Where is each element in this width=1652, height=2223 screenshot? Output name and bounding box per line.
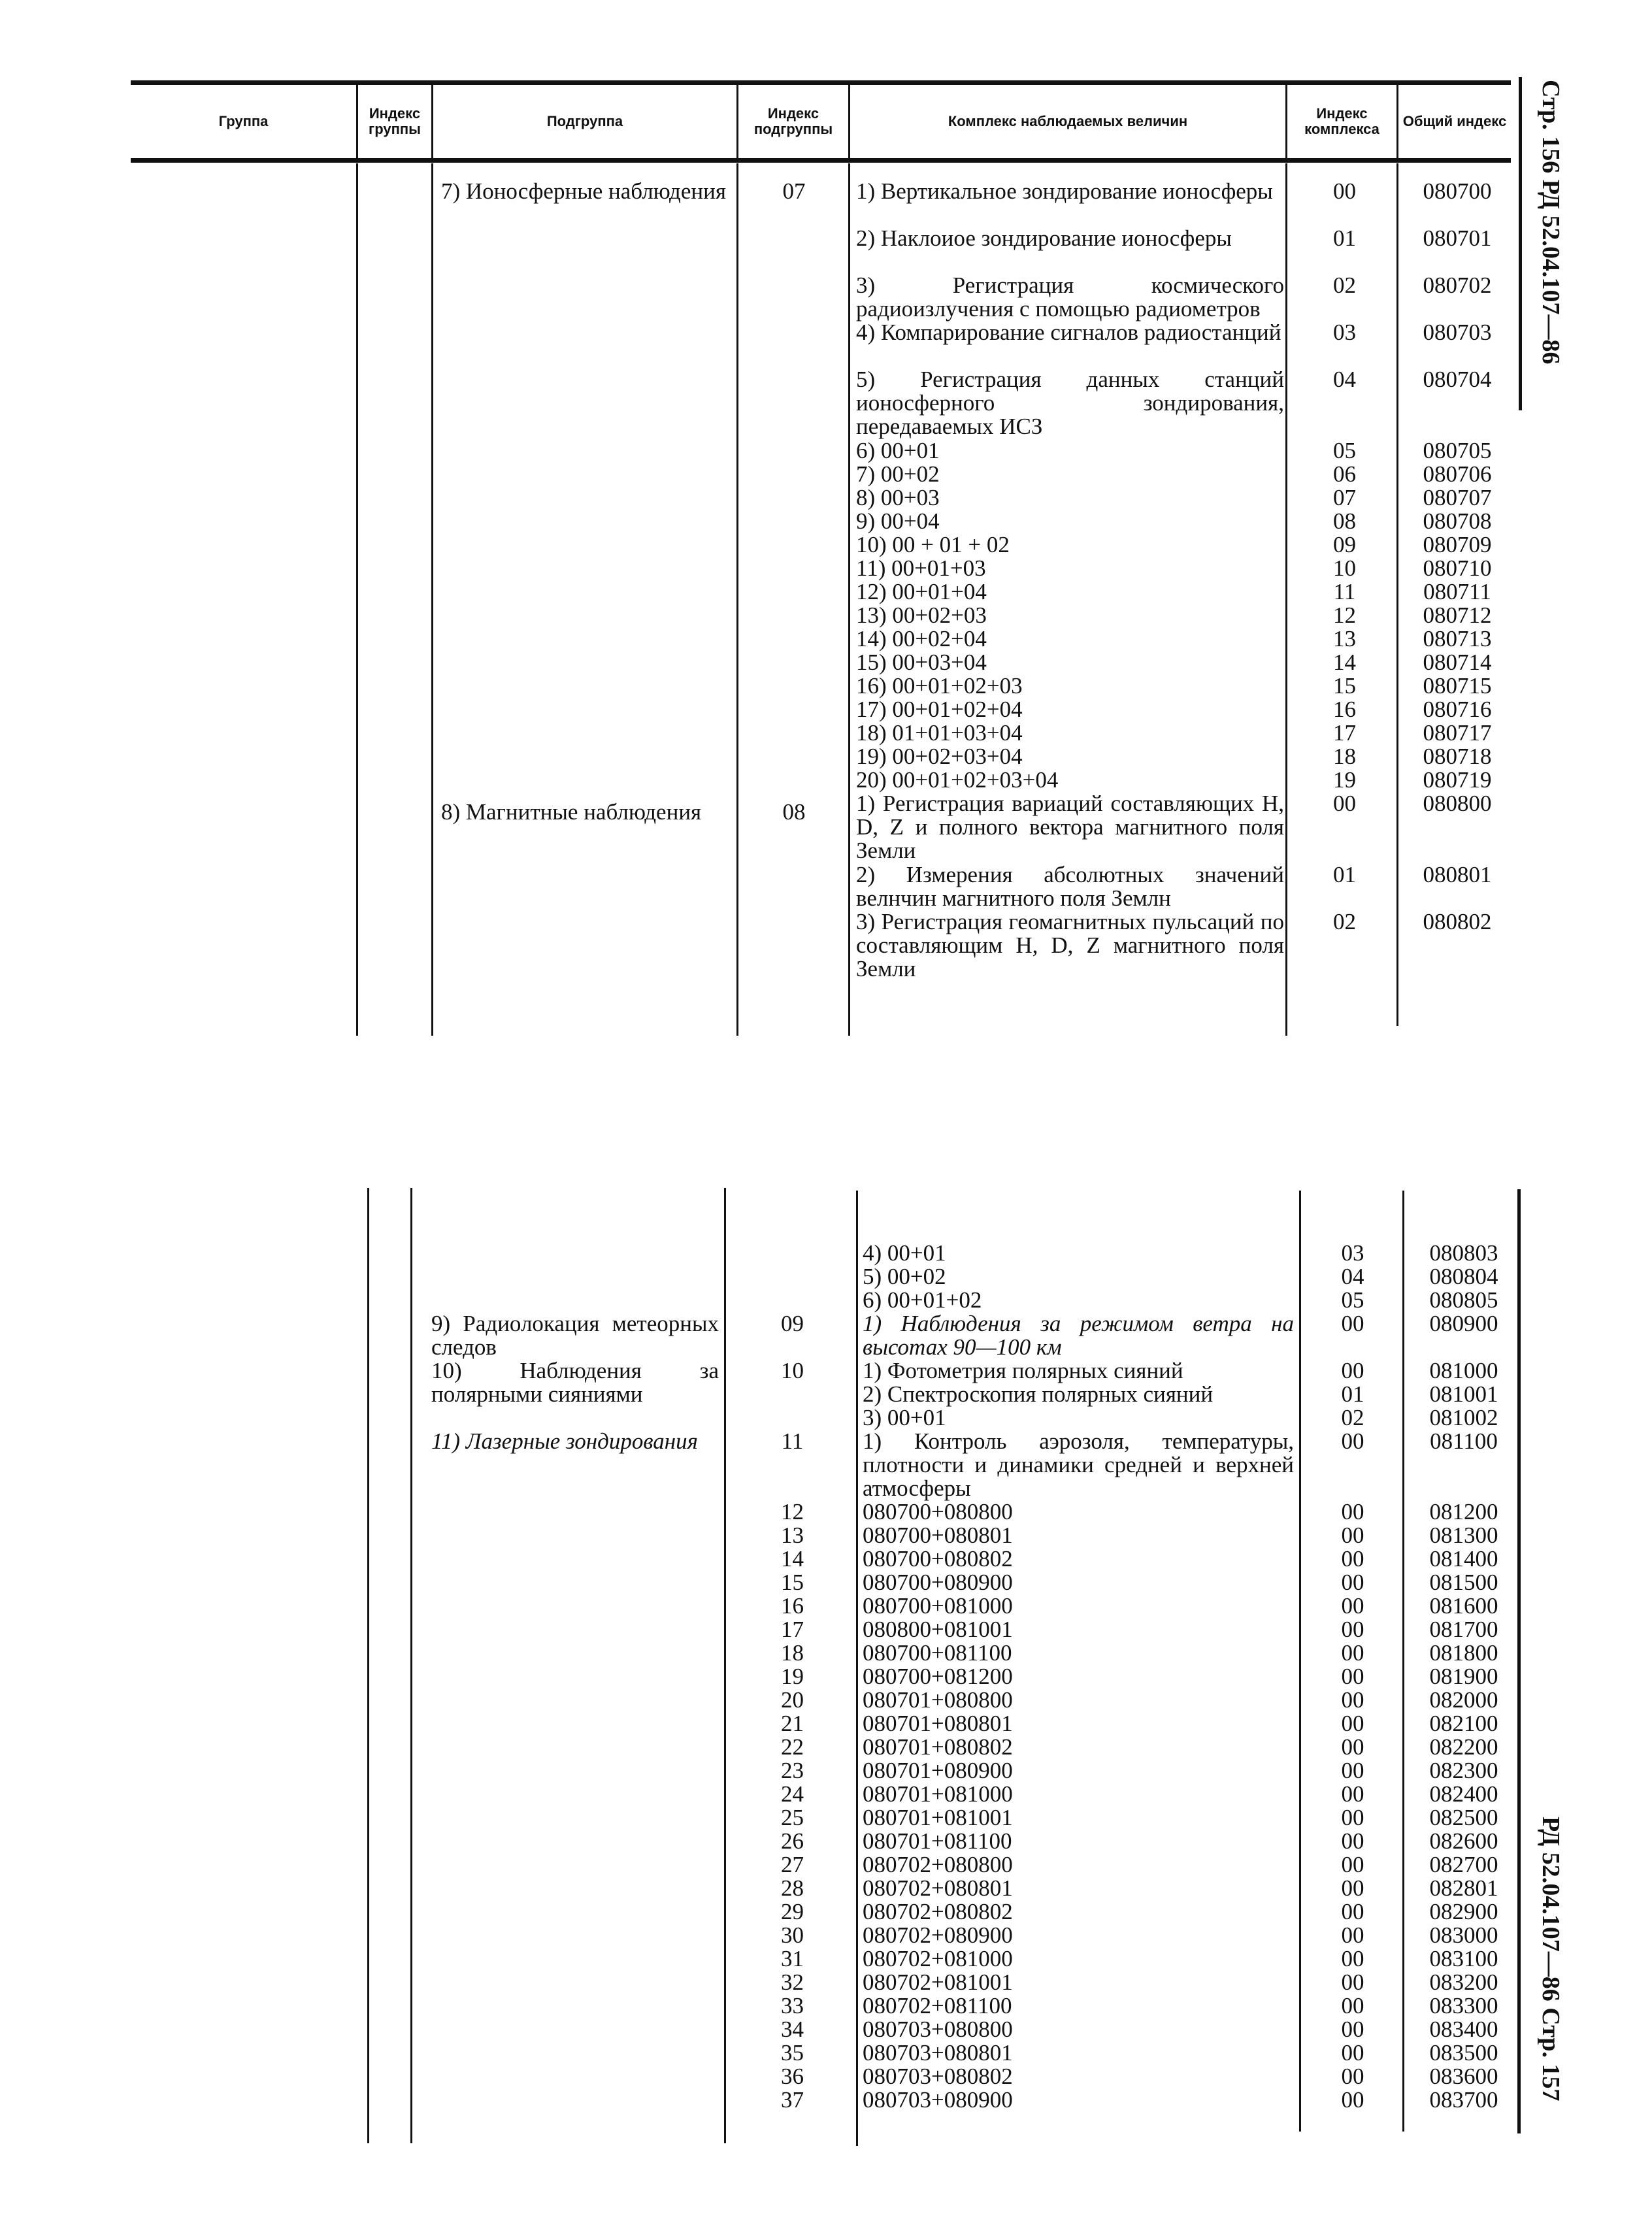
complex-index: 00 [1333,178,1356,204]
general-index: 081200 [1429,1499,1498,1524]
subgroup-index: 13 [781,1523,804,1548]
general-index: 083400 [1429,2017,1498,2042]
complex-desc: 6) 00+01 [856,438,940,463]
general-index: 080701 [1423,225,1492,251]
complex-desc: 080701+080800 [863,1687,1013,1713]
general-index: 081500 [1429,1570,1498,1595]
complex-desc: 9) 00+04 [856,508,940,534]
general-index: 080710 [1423,555,1492,581]
complex-desc: 080702+080801 [863,1875,1013,1901]
general-index: 081300 [1429,1523,1498,1548]
complex-index: 06 [1333,461,1356,487]
complex-index: 00 [1341,1899,1364,1924]
header-complex: Комплекс наблюдаемых величин [948,113,1188,129]
subgroup-index: 23 [781,1758,804,1783]
complex-desc: 080800+081001 [863,1617,1013,1642]
subgroup-index: 15 [781,1570,804,1595]
complex-index: 12 [1333,602,1356,628]
general-index: 080800 [1423,791,1492,816]
subgroup-index: 10 [781,1358,804,1383]
general-index: 080704 [1423,367,1492,392]
complex-index: 03 [1341,1240,1364,1266]
complex-desc: 4) 00+01 [863,1240,946,1266]
subgroup-index: 12 [781,1499,804,1524]
subgroup-index: 14 [781,1546,804,1572]
complex-desc: 080701+081000 [863,1781,1013,1807]
subgroup-index: 16 [781,1593,804,1619]
complex-index: 00 [1341,1852,1364,1877]
subgroup-index: 35 [781,2040,804,2066]
general-index: 080705 [1423,438,1492,463]
column-divider [431,163,433,1036]
complex-desc: 080701+081100 [863,1828,1012,1854]
complex-index: 01 [1333,225,1356,251]
subgroup-index: 34 [781,2017,804,2042]
subgroup-index: 36 [781,2064,804,2089]
complex-index: 00 [1341,1664,1364,1689]
complex-desc: 080701+080802 [863,1734,1013,1760]
running-head-top: Стр. 156 РД 52.04.107—86 [1537,80,1564,365]
subgroup-index: 25 [781,1805,804,1830]
complex-index: 14 [1333,650,1356,675]
margin-rule [1519,77,1522,410]
general-index: 082300 [1429,1758,1498,1783]
general-index: 082500 [1429,1805,1498,1830]
complex-desc: 2) Наклоиое зондирование ионосферы [856,225,1232,251]
complex-desc: 080703+080801 [863,2040,1013,2066]
complex-desc: 6) 00+01+02 [863,1287,982,1313]
subgroup-index: 20 [781,1687,804,1713]
complex-desc: 080700+080802 [863,1546,1013,1572]
subgroup-index: 30 [781,1922,804,1948]
subgroup-index: 37 [781,2087,804,2113]
subgroup-index: 11 [781,1428,804,1454]
general-index: 083600 [1429,2064,1498,2089]
subgroup-index: 32 [781,1969,804,1995]
general-index: 083500 [1429,2040,1498,2066]
complex-desc: 080701+080801 [863,1711,1013,1736]
general-index: 080708 [1423,508,1492,534]
subgroup-index: 18 [781,1640,804,1666]
general-index: 080803 [1429,1240,1498,1266]
complex-desc: 080700+081000 [863,1593,1013,1619]
general-index: 082700 [1429,1852,1498,1877]
complex-index: 09 [1333,532,1356,557]
subgroup-index: 22 [781,1734,804,1760]
complex-desc: 080703+080802 [863,2064,1013,2089]
complex-desc: 5) Регистрация данных станций ионосферного зондирования, передаваемых ИСЗ [856,367,1284,439]
complex-index: 00 [1341,1617,1364,1642]
complex-index: 00 [1341,1640,1364,1666]
complex-index: 00 [1341,1734,1364,1760]
column-divider [356,163,358,1036]
general-index: 081100 [1430,1428,1498,1454]
complex-desc: 080702+080900 [863,1922,1013,1948]
complex-index: 00 [1341,2087,1364,2113]
complex-index: 00 [1333,791,1356,816]
complex-desc: 080701+080900 [863,1758,1013,1783]
complex-desc: 19) 00+02+03+04 [856,744,1023,769]
subgroup-index: 31 [781,1946,804,1971]
complex-index: 05 [1333,438,1356,463]
complex-index: 04 [1341,1264,1364,1289]
subgroup-label: 7) Ионосферные наблюдения [441,178,726,204]
general-index: 080703 [1423,320,1492,345]
complex-index: 00 [1341,1805,1364,1830]
complex-index: 00 [1341,1781,1364,1807]
complex-desc: 080702+081001 [863,1969,1013,1995]
complex-desc: 080702+081000 [863,1946,1013,1971]
subgroup-index: 24 [781,1781,804,1807]
complex-desc: 080700+080800 [863,1499,1013,1524]
complex-index: 18 [1333,744,1356,769]
subgroup-label: 11) Лазерные зондирования [431,1428,698,1454]
complex-desc: 080703+080800 [863,2017,1013,2042]
subgroup-index: 26 [781,1828,804,1854]
general-index: 080700 [1423,178,1492,204]
complex-desc: 1) Регистрация вариаций составляющих H, D, Z и полного вектора магнитного поля Земли [856,791,1284,863]
column-divider [856,1191,858,2146]
general-index: 080719 [1423,767,1492,793]
subgroup-index: 33 [781,1993,804,2018]
complex-index: 00 [1341,1546,1364,1572]
complex-index: 00 [1341,1687,1364,1713]
complex-index: 10 [1333,555,1356,581]
general-index: 080900 [1429,1311,1498,1336]
subgroup-index: 17 [781,1617,804,1642]
complex-desc: 080700+081100 [863,1640,1012,1666]
subgroup-index: 27 [781,1852,804,1877]
complex-index: 00 [1341,2040,1364,2066]
complex-desc: 1) Наблюдения за режимом ветра на высотах 90—100 км [863,1311,1294,1360]
complex-desc: 15) 00+03+04 [856,650,987,675]
complex-index: 02 [1341,1405,1364,1430]
general-index: 081002 [1429,1405,1498,1430]
complex-desc: 5) 00+02 [863,1264,946,1289]
general-index: 080802 [1423,909,1492,934]
complex-desc: 080702+080802 [863,1899,1013,1924]
subgroup-label: 10) Наблюдения за полярными сияниями [431,1358,719,1407]
subgroup-label: 9) Радиолокация метеорных следов [431,1311,719,1360]
complex-desc: 7) 00+02 [856,461,940,487]
complex-desc: 17) 00+01+02+04 [856,697,1023,722]
complex-index: 00 [1341,1570,1364,1595]
subgroup-index: 19 [781,1664,804,1689]
subgroup-index: 29 [781,1899,804,1924]
complex-desc: 18) 01+01+03+04 [856,720,1023,746]
complex-desc: 080700+080801 [863,1523,1013,1548]
column-divider [848,163,850,1036]
complex-index: 11 [1333,579,1356,604]
complex-desc: 1) Вертикальное зондирование ионосферы [856,178,1273,204]
general-index: 080805 [1429,1287,1498,1313]
complex-index: 01 [1341,1381,1364,1407]
complex-index: 15 [1333,673,1356,699]
general-index: 082900 [1429,1899,1498,1924]
header-bottom-rule [131,158,1511,163]
general-index: 080801 [1423,862,1492,887]
column-divider [736,163,738,1036]
header-complex-index: Индекс комплекса [1304,105,1379,137]
complex-desc: 8) 00+03 [856,485,940,510]
complex-index: 00 [1341,1358,1364,1383]
complex-desc: 4) Компарирование сигналов радиостанций [856,320,1281,345]
complex-desc: 12) 00+01+04 [856,579,987,604]
complex-index: 00 [1341,1875,1364,1901]
general-index: 081001 [1429,1381,1498,1407]
complex-desc: 13) 00+02+03 [856,602,987,628]
complex-desc: 080703+080900 [863,2087,1013,2113]
complex-desc: 16) 00+01+02+03 [856,673,1023,699]
complex-index: 00 [1341,1993,1364,2018]
complex-desc: 080700+080900 [863,1570,1013,1595]
general-index: 080717 [1423,720,1492,746]
general-index: 080709 [1423,532,1492,557]
general-index: 080711 [1423,579,1491,604]
column-divider [1285,163,1287,1036]
general-index: 083300 [1429,1993,1498,2018]
complex-desc: 3) 00+01 [863,1405,946,1430]
general-index: 082600 [1429,1828,1498,1854]
general-index: 082200 [1429,1734,1498,1760]
complex-index: 00 [1341,1311,1364,1336]
complex-desc: 10) 00 + 01 + 02 [856,532,1010,557]
complex-desc: 080701+081001 [863,1805,1013,1830]
general-index: 080718 [1423,744,1492,769]
complex-index: 16 [1333,697,1356,722]
complex-index: 03 [1333,320,1356,345]
complex-index: 07 [1333,485,1356,510]
subgroup-index: 09 [781,1311,804,1336]
complex-index: 08 [1333,508,1356,534]
general-index: 083100 [1429,1946,1498,1971]
general-index: 080715 [1423,673,1492,699]
column-divider [1299,1191,1301,2132]
general-index: 081900 [1429,1664,1498,1689]
general-index: 080716 [1423,697,1492,722]
column-divider [724,1188,726,2143]
complex-desc: 080702+081100 [863,1993,1012,2018]
complex-index: 00 [1341,1499,1364,1524]
header-group-index: Индекс группы [369,105,421,137]
complex-desc: 1) Контроль аэрозоля, температуры, плотности и динамики средней и верхней атмосферы [863,1428,1294,1501]
general-index: 083000 [1429,1922,1498,1948]
general-index: 081400 [1429,1546,1498,1572]
complex-index: 00 [1341,2064,1364,2089]
subgroup-index: 21 [781,1711,804,1736]
general-index: 080713 [1423,626,1492,651]
complex-index: 05 [1341,1287,1364,1313]
general-index: 083700 [1429,2087,1498,2113]
subgroup-index: 08 [782,799,806,825]
general-index: 081000 [1429,1358,1498,1383]
complex-index: 00 [1341,1922,1364,1948]
general-index: 080804 [1429,1264,1498,1289]
complex-index: 00 [1341,1593,1364,1619]
general-index: 080707 [1423,485,1492,510]
column-divider [410,1188,412,2143]
complex-index: 04 [1333,367,1356,392]
subgroup-label: 8) Магнитные наблюдения [441,799,702,825]
general-index: 082100 [1429,1711,1498,1736]
complex-desc: 3) Регистрация геомагнитных пульсаций по составляющим H, D, Z магнитного поля Земли [856,909,1284,981]
complex-index: 02 [1333,272,1356,298]
column-divider [367,1188,369,2143]
complex-desc: 3) Регистрация космического радиоизлучения с помощью радиометров [856,272,1284,321]
general-index: 081600 [1429,1593,1498,1619]
running-head-bottom: РД 52.04.107—86 Стр. 157 [1537,1817,1564,2101]
complex-index: 00 [1341,1523,1364,1548]
general-index: 082801 [1429,1875,1498,1901]
general-index: 080702 [1423,272,1492,298]
complex-index: 00 [1341,1758,1364,1783]
complex-index: 19 [1333,767,1356,793]
complex-desc: 2) Измерения абсолютных значений велнчин магнитного поля Землн [856,862,1284,911]
general-index: 080714 [1423,650,1492,675]
general-index: 082000 [1429,1687,1498,1713]
complex-index: 00 [1341,1428,1364,1454]
complex-desc: 11) 00+01+03 [856,555,986,581]
complex-desc: 2) Спектроскопия полярных сияний [863,1381,1214,1407]
header-general-index: Общий индекс [1402,113,1507,129]
header-subgroup-index: Индекс подгруппы [753,105,833,137]
subgroup-index: 07 [782,178,806,204]
complex-index: 13 [1333,626,1356,651]
complex-index: 01 [1333,862,1356,887]
complex-desc: 20) 00+01+02+03+04 [856,767,1059,793]
complex-index: 00 [1341,2017,1364,2042]
complex-desc: 14) 00+02+04 [856,626,987,651]
complex-index: 00 [1341,1969,1364,1995]
header-group: Группа [218,113,269,129]
general-index: 080712 [1423,602,1492,628]
general-index: 081700 [1429,1617,1498,1642]
column-divider [1402,1191,1404,2132]
subgroup-index: 28 [781,1875,804,1901]
complex-index: 17 [1333,720,1356,746]
header-subgroup: Подгруппа [546,113,623,129]
complex-index: 00 [1341,1828,1364,1854]
general-index: 083200 [1429,1969,1498,1995]
complex-desc: 1) Фотометрия полярных сияний [863,1358,1183,1383]
table-top-rule [131,80,1511,85]
complex-index: 02 [1333,909,1356,934]
complex-desc: 080702+080800 [863,1852,1013,1877]
complex-desc: 080700+081200 [863,1664,1013,1689]
general-index: 082400 [1429,1781,1498,1807]
complex-index: 00 [1341,1946,1364,1971]
general-index: 081800 [1429,1640,1498,1666]
complex-index: 00 [1341,1711,1364,1736]
general-index: 080706 [1423,461,1492,487]
